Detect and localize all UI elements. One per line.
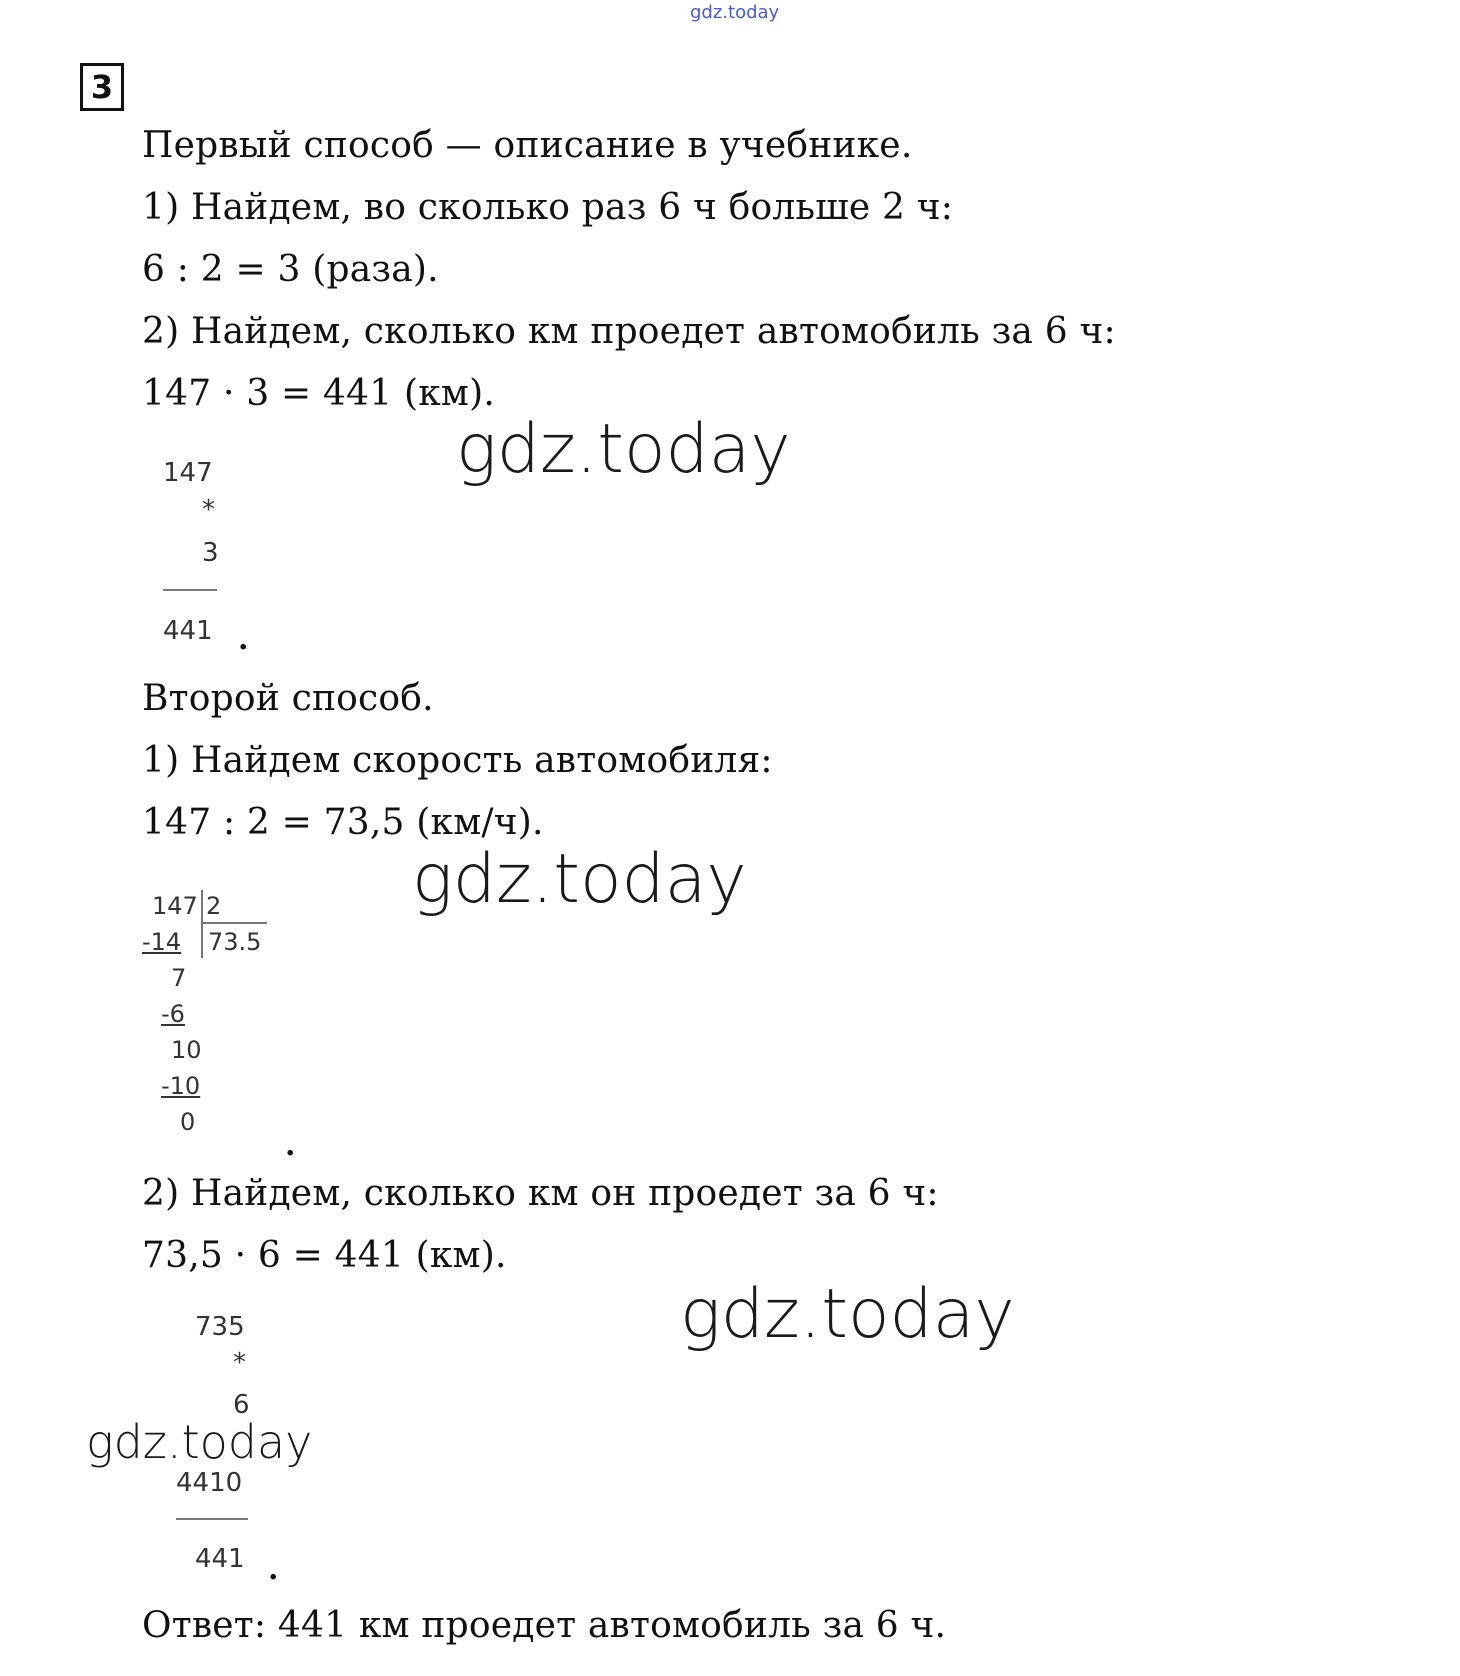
division-sub1: -14	[142, 928, 182, 956]
method2-step1: 1) Найдем скорость автомобиля:	[142, 740, 773, 781]
method2-eq1: 147 : 2 = 73,5 (км/ч).	[142, 802, 544, 843]
calc1-operator: *	[202, 495, 215, 525]
calc2-end-dot: .	[268, 1552, 279, 1587]
watermark: gdz.today	[680, 1275, 1015, 1354]
division-rem2: 10	[171, 1036, 202, 1064]
calc2-partial: 4410	[176, 1468, 243, 1498]
division-divisor: 2	[206, 892, 222, 920]
method1-step1: 1) Найдем, во сколько раз 6 ч больше 2 ч:	[142, 187, 954, 228]
method2-title: Второй способ.	[142, 678, 434, 719]
division-end-dot: .	[285, 1128, 296, 1163]
header-watermark: gdz.today	[690, 2, 780, 23]
method1-step2: 2) Найдем, сколько км проедет автомобиль за 6 ч:	[142, 311, 1116, 352]
method1-eq1: 6 : 2 = 3 (раза).	[142, 249, 439, 290]
division-quotient: 73.5	[208, 928, 262, 956]
answer-line: Ответ: 441 км проедет автомобиль за 6 ч.	[142, 1605, 947, 1646]
calc1-multiplier: 3	[202, 538, 219, 568]
division-dividend: 147	[152, 892, 198, 920]
calc1-rule	[163, 589, 217, 591]
calc1-multiplicand: 147	[163, 458, 213, 488]
division-sub2: -6	[161, 1000, 185, 1028]
watermark: gdz.today	[412, 840, 747, 919]
method2-step2: 2) Найдем, сколько км он проедет за 6 ч:	[142, 1173, 939, 1214]
calc2-multiplier: 6	[233, 1390, 250, 1420]
division-divisor-rule	[203, 922, 267, 924]
task-number-box: 3	[80, 63, 124, 111]
watermark: gdz.today	[456, 410, 791, 489]
method2-eq2: 73,5 · 6 = 441 (км).	[142, 1235, 507, 1276]
calc2-rule	[176, 1518, 248, 1520]
calc2-multiplicand: 735	[195, 1312, 245, 1342]
division-sub3: -10	[161, 1072, 201, 1100]
calc1-end-dot: .	[238, 622, 249, 657]
method1-title: Первый способ — описание в учебнике.	[142, 125, 913, 166]
calc1-result: 441	[163, 616, 213, 646]
watermark: gdz.today	[86, 1415, 313, 1469]
calc2-operator: *	[233, 1348, 246, 1378]
method1-eq2: 147 · 3 = 441 (км).	[142, 373, 495, 414]
division-rem3: 0	[180, 1108, 196, 1136]
calc2-result: 441	[195, 1544, 245, 1574]
division-vertical-bar	[201, 890, 203, 958]
division-rem1: 7	[171, 964, 187, 992]
